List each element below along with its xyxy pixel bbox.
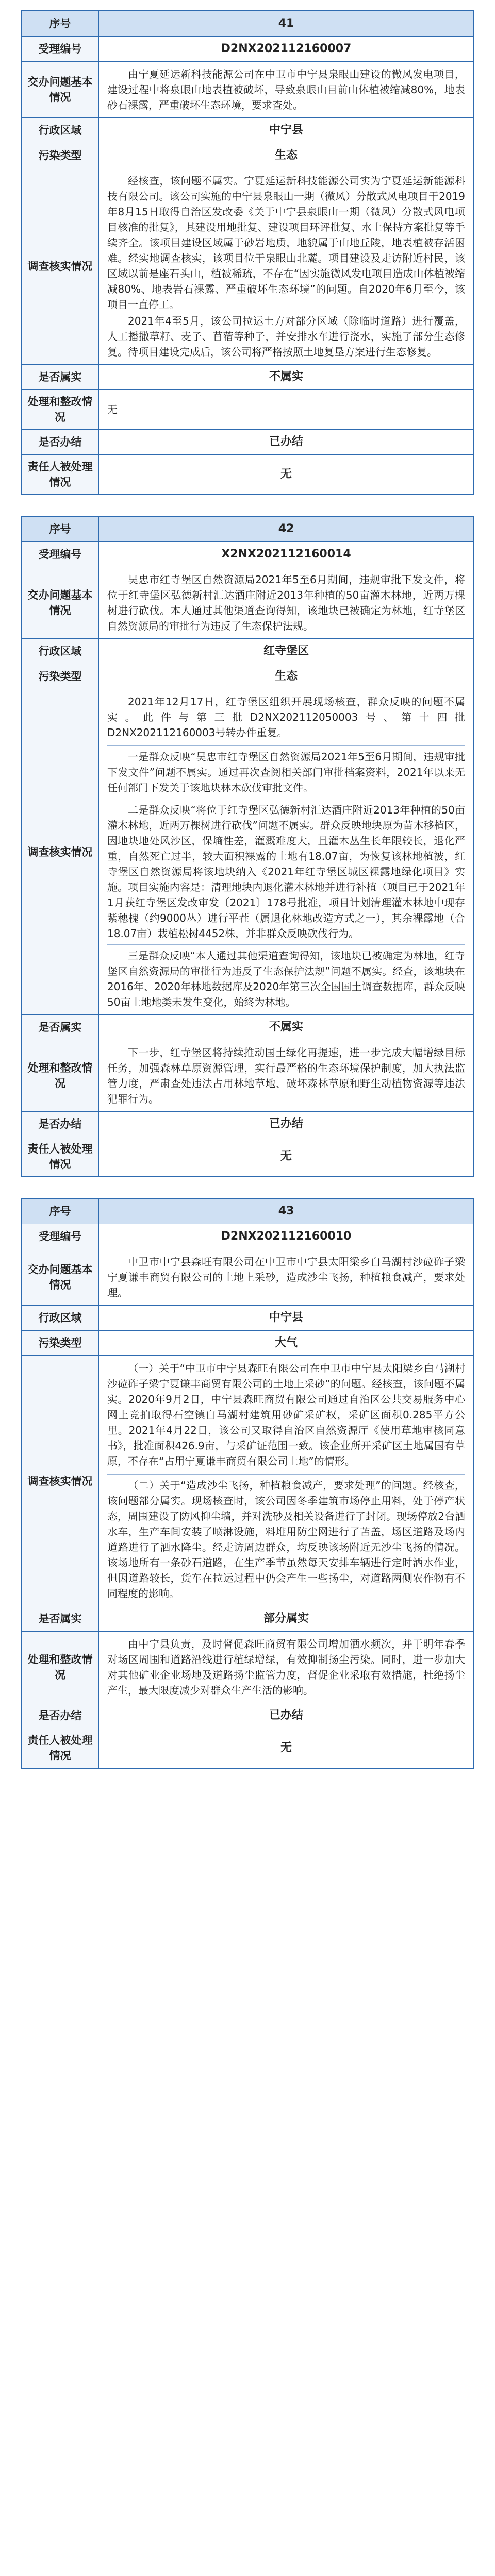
handling-row — [22, 1631, 473, 1703]
type-row — [22, 143, 473, 168]
is-true-row — [22, 364, 473, 389]
basic-label: 交办问题基本情况 — [22, 62, 99, 117]
investigation-value — [99, 1356, 473, 1606]
region-row — [22, 117, 473, 143]
investigation-row — [22, 1355, 473, 1606]
is-true-row — [22, 1014, 473, 1040]
investigation-paragraph: 三是群众反映“本人通过其他渠道查询得知，该地块已被确定为林地，红寺堡区自然资源局的审批行为违反了生态保护法规”问题不属实。经查，该地块在2016年、2020年林地数据库及2020年第三次全国国土调查数据库，群众反映50亩土地地类未发生变化，始终为林地。 — [107, 950, 465, 1008]
region-label: 行政区域 — [22, 118, 99, 143]
investigation-block — [107, 944, 465, 1010]
is-true-label: 是否属实 — [22, 365, 99, 389]
handling-value: 无 — [107, 403, 118, 416]
number-label: 受理编号 — [22, 542, 99, 567]
type-value: 大气 — [274, 1336, 298, 1349]
handling-value — [99, 1040, 473, 1111]
done-value: 已办结 — [269, 1709, 303, 1722]
type-label: 污染类型 — [22, 143, 99, 168]
responsible-row — [22, 1728, 473, 1768]
number-value: X2NX202112160014 — [221, 548, 351, 561]
number-row — [22, 541, 473, 567]
investigation-block — [107, 799, 465, 941]
responsible-value: 无 — [280, 1150, 292, 1163]
investigation-paragraph: （一）关于“中卫市中宁县森旺有限公司在中卫市中宁县太阳梁乡白马湖村沙砬砟子梁宁夏谦丰商贸有限公司的土地上采砂”的问题。经核查，该问题不属实。2020年9月2日，中宁县森旺商贸有限公司通过自治区公共交易服务中心网上竞拍取得石空镇白马湖村建筑用砂矿采矿权，采矿区面积0.285平方公里。2021年4月22日，该公司又取得自治区自然资源厅《使用草地审核同意书》，批准面积426.9亩，与采矿证范围一致。该企业所开采矿区土地属国有草原，不存在“占用宁夏谦丰商贸有限公司土地”的情形。 — [107, 1362, 465, 1467]
investigation-label: 调查核实情况 — [22, 1356, 99, 1606]
investigation-block — [107, 745, 465, 795]
type-label: 污染类型 — [22, 664, 99, 689]
responsible-value: 无 — [280, 468, 292, 481]
serial-label: 序号 — [22, 517, 99, 541]
region-value: 中宁县 — [269, 124, 303, 137]
done-value: 已办结 — [269, 1117, 303, 1130]
investigation-intro-block — [107, 694, 465, 742]
investigation-label: 调查核实情况 — [22, 689, 99, 1014]
responsible-row — [22, 454, 473, 494]
serial-row — [22, 1199, 473, 1224]
region-label: 行政区域 — [22, 1306, 99, 1330]
type-label: 污染类型 — [22, 1331, 99, 1355]
serial-label: 序号 — [22, 1199, 99, 1224]
done-label: 是否办结 — [22, 430, 99, 454]
is-true-row — [22, 1606, 473, 1631]
region-value: 中宁县 — [269, 1311, 303, 1324]
responsible-row — [22, 1137, 473, 1176]
serial-value: 42 — [99, 517, 473, 541]
number-label: 受理编号 — [22, 1224, 99, 1249]
responsible-label: 责任人被处理情况 — [22, 455, 99, 494]
serial-value: 41 — [99, 11, 473, 36]
is-true-value: 不属实 — [269, 370, 303, 383]
done-label: 是否办结 — [22, 1703, 99, 1728]
handling-label: 处理和整改情况 — [22, 1040, 99, 1111]
case-card-41 — [21, 10, 474, 495]
investigation-paragraph: 二是群众反映“将位于红寺堡区弘德新村汇达酒庄附近2013年种植的50亩灌木林地，近两万棵树进行砍伐”问题不属实。群众反映地块原为苗木移植区，因地块地处风沙区，保墒性差，灌溉难度大，且灌木丛生长年限较长，退化严重，自然死亡过半，较大面积裸露的土地有18.07亩，为恢复该林地植被，红寺堡区自然资源局将该地块纳入《2021年红寺堡区城区裸露地绿化项目》实施。项目实施内容是：清理地块内退化灌木林地并进行补植（项目已于2021年1月获红寺堡区发改审发〔2021〕178号批准，项目计划清理灌木林地中现存紫穗槐（约9000丛）进行平茬（属退化林地改造方式之一），其余裸露地（合18.07亩）栽植松树4452株，并非群众反映砍伐行为。 — [107, 804, 465, 940]
responsible-label: 责任人被处理情况 — [22, 1728, 99, 1768]
basic-label: 交办问题基本情况 — [22, 567, 99, 638]
done-row — [22, 1703, 473, 1728]
region-value: 红寺堡区 — [263, 645, 309, 657]
is-true-label: 是否属实 — [22, 1015, 99, 1040]
done-row — [22, 429, 473, 454]
case-card-43 — [21, 1198, 474, 1769]
region-row — [22, 1305, 473, 1330]
serial-row — [22, 11, 473, 36]
basic-value — [99, 567, 473, 638]
type-row — [22, 1330, 473, 1355]
investigation-block — [107, 1361, 465, 1471]
is-true-value: 不属实 — [269, 1021, 303, 1033]
done-label: 是否办结 — [22, 1112, 99, 1137]
investigation-paragraph: （二）关于“造成沙尘飞扬，种植粮食减产，要求处理”的问题。经核查，该问题部分属实。现场核查时，该公司因冬季建筑市场停止用料，处于停产状态，周围建设了防风抑尘墙，并对洗砂及相关设备进行了封闭。现场停放2台洒水车，生产车间安装了喷淋设施，料堆用防尘网进行了苫盖，场区道路及场内道路进行了洒水降尘。经走访周边群众，均反映该场附近无沙尘飞扬的情况。该场地所有一条砂石道路，在生产季节虽然每天安排车辆进行定时洒水作业，但因道路较长，货车在拉运过程中仍会产生一些扬尘，对道路两侧农作物有不同程度的影响。 — [107, 1479, 465, 1600]
region-label: 行政区域 — [22, 639, 99, 664]
serial-value: 43 — [99, 1199, 473, 1224]
handling-value — [99, 1632, 473, 1703]
investigation-paragraph: 一是群众反映“吴忠市红寺堡区自然资源局2021年5至6月期间，违规审批下发文件”问题不属实。通过再次查阅相关部门审批档案资料，2021年以来无任何部门下发关于该地块林木砍伐审批文件。 — [107, 751, 465, 794]
done-row — [22, 1111, 473, 1137]
investigation-paragraph: 经核查，该问题不属实。宁夏延运新科技能源公司实为宁夏延运新能源科技有限公司。该公司实施的中宁县泉眼山一期（微风）分散式风电项目于2019年8月15日取得自治区发改委《关于中宁县泉眼山一期（微风）分散式风电项目核准的批复》，其建设用地批复、建设项目环评批复、水土保持方案批复等手续齐全。该项目建设区域属于砂岩地质，地貌属于山地丘陵，地表植被存活困难。经实地调查核实，该项目位于泉眼山北麓。项目建设及走访附近村民，该区域以前是座石头山，植被稀疏，不存在“因实施微风发电项目造成山体植被缩减80%、地表岩石裸露、严重破坏生态环境”的问题。自2020年6月至今，该项目一直停工。 — [107, 175, 465, 311]
responsible-value: 无 — [280, 1741, 292, 1754]
basic-text: 吴忠市红寺堡区自然资源局2021年5至6月期间，违规审批下发文件，将位于红寺堡区弘德新村汇达酒庄附近2013年种植的50亩灌木林地，近两万棵树进行砍伐。本人通过其他渠道查询得知，该地块已被确定为林地，红寺堡区自然资源局的审批行为违反了生态保护法规。 — [107, 573, 465, 632]
responsible-label: 责任人被处理情况 — [22, 1137, 99, 1176]
basic-row — [22, 567, 473, 638]
basic-text: 由宁夏延运新科技能源公司在中卫市中宁县泉眼山建设的微风发电项目，建设过程中将泉眼山地表植被破坏，导致泉眼山目前山体植被缩减80%，地表砂石裸露，严重破坏生态环境，要求查处。 — [107, 68, 465, 111]
basic-value — [99, 62, 473, 117]
investigation-row — [22, 689, 473, 1014]
basic-value — [99, 1249, 473, 1305]
investigation-intro: 2021年12月17日，红寺堡区组织开展现场核查，群众反映的问题不属实。此件与第三批D2NX202112050003号、第十四批D2NX202112160003号转办件重复。 — [107, 696, 465, 739]
type-row — [22, 664, 473, 689]
number-row — [22, 36, 473, 61]
done-value: 已办结 — [269, 435, 303, 448]
type-value: 生态 — [274, 149, 298, 162]
handling-row — [22, 1040, 473, 1111]
number-label: 受理编号 — [22, 37, 99, 61]
investigation-paragraph: 2021年4至5月，该公司拉运土方对部分区域（除临时道路）进行覆盖，人工播撒草籽、麦子、苜蓿等种子，并安排水车进行浇水，实施了部分生态修复。待项目建设完成后，该公司将严格按照土地复垦方案进行生态修复。 — [107, 315, 465, 358]
investigation-row — [22, 168, 473, 364]
basic-row — [22, 1249, 473, 1305]
investigation-label: 调查核实情况 — [22, 168, 99, 364]
serial-label: 序号 — [22, 11, 99, 36]
handling-text: 下一步，红寺堡区将持续推动国土绿化再提速，进一步完成大幅增绿目标任务，加强森林草原资源管理，实行最严格的生态环境保护制度，加大执法监管力度，严肃查处违法占用林地草地、破坏森林草原和野生动植物资源等违法犯罪行为。 — [107, 1046, 465, 1105]
handling-text: 由中宁县负责，及时督促森旺商贸有限公司增加洒水频次，并于明年春季对场区周围和道路沿线进行植绿增绿，有效抑制扬尘污染。同时，进一步加大对其他矿业企业场地及道路扬尘监管力度，督促企业采取有效措施，杜绝扬尘产生，最大限度减少对群众生产生活的影响。 — [107, 1638, 465, 1697]
investigation-block — [107, 1474, 465, 1601]
is-true-label: 是否属实 — [22, 1606, 99, 1631]
investigation-value — [99, 168, 473, 364]
number-row — [22, 1224, 473, 1249]
handling-row — [22, 389, 473, 429]
number-value: D2NX202112160007 — [221, 42, 352, 55]
investigation-value — [99, 689, 473, 1014]
type-value: 生态 — [274, 670, 298, 683]
basic-text: 中卫市中宁县森旺有限公司在中卫市中宁县太阳梁乡白马湖村沙砬砟子梁宁夏谦丰商贸有限公司的土地上采砂，造成沙尘飞扬，种植粮食减产，要求处理。 — [107, 1256, 465, 1299]
is-true-value: 部分属实 — [263, 1612, 309, 1625]
region-row — [22, 638, 473, 664]
serial-row — [22, 517, 473, 541]
basic-row — [22, 61, 473, 117]
number-value: D2NX202112160010 — [221, 1230, 352, 1243]
case-card-42 — [21, 516, 474, 1177]
handling-label: 处理和整改情况 — [22, 390, 99, 429]
basic-label: 交办问题基本情况 — [22, 1249, 99, 1305]
handling-label: 处理和整改情况 — [22, 1632, 99, 1703]
